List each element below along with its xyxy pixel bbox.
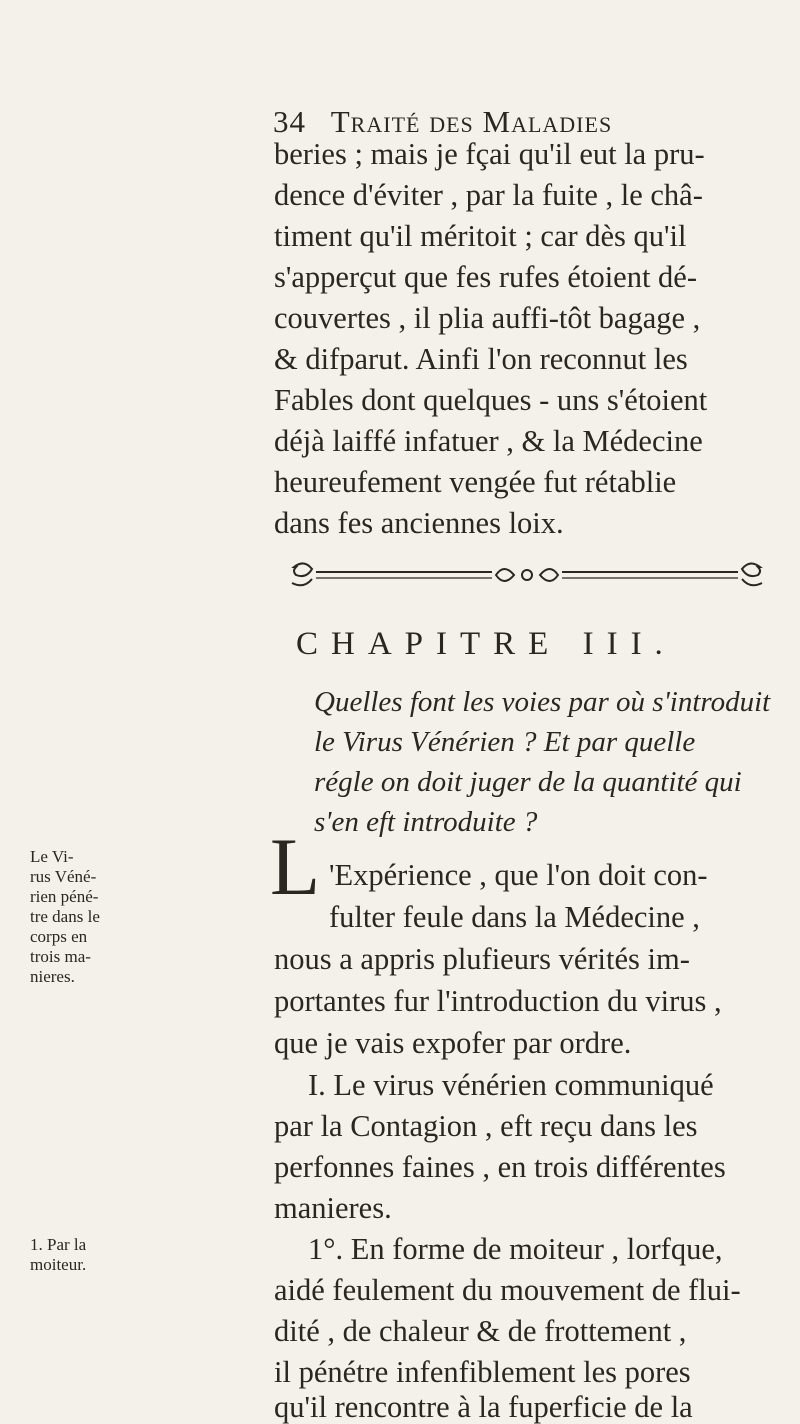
chapter-heading: CHAPITRE III. [296, 626, 676, 662]
text-line: qu'il rencontre à la fuperficie de la [274, 1390, 693, 1424]
text-line: s'apperçut que fes rufes étoient dé- [274, 260, 697, 294]
margin-note-line: tre dans le [30, 907, 100, 926]
text-line: 'Expérience , que l'on doit con- [329, 858, 708, 892]
text-line: déjà laiffé infatuer , & la Médecine [274, 424, 703, 458]
running-title: Traité des Maladies [330, 104, 613, 139]
subtitle-line: Quelles font les voies par où s'introduit [314, 686, 771, 718]
margin-note-line: rus Véné- [30, 867, 97, 886]
text-line: timent qu'il méritoit ; car dès qu'il [274, 219, 687, 253]
text-line: dité , de chaleur & de frottement , [274, 1314, 687, 1348]
margin-note-line: corps en [30, 927, 88, 946]
text-line: perfonnes faines , en trois différentes [274, 1150, 726, 1184]
margin-note-line: Le Vi- [30, 847, 74, 866]
text-line: par la Contagion , eft reçu dans les [274, 1109, 698, 1143]
text-line: heureufement vengée fut rétablie [274, 465, 677, 499]
running-head [273, 104, 612, 140]
drop-cap: L [270, 821, 321, 912]
text-line: portantes fur l'introduction du virus , [274, 984, 722, 1018]
margin-note-line: moiteur. [30, 1255, 87, 1274]
subtitle-line: le Virus Vénérien ? Et par quelle [314, 726, 696, 758]
text-line: & difparut. Ainfi l'on reconnut les [274, 342, 688, 376]
margin-note-line: trois ma- [30, 947, 91, 966]
text-line: I. Le virus vénérien communiqué [308, 1068, 714, 1102]
subtitle-line: régle on doit juger de la quantité qui [314, 766, 742, 798]
text-line: dans fes anciennes loix. [274, 506, 564, 540]
text-line: fulter feule dans la Médecine , [329, 900, 700, 934]
text-line: couvertes , il plia auffi-tôt bagage , [274, 301, 701, 335]
text-line: Fables dont quelques - uns s'étoient [274, 383, 708, 417]
text-line: nous a appris plufieurs vérités im- [274, 942, 690, 976]
text-line: 1°. En forme de moiteur , lorfque, [308, 1232, 723, 1266]
text-line: il pénétre infenfiblement les pores [274, 1355, 691, 1389]
text-line: aidé feulement du mouvement de flui- [274, 1273, 741, 1307]
text-line: que je vais expofer par ordre. [274, 1026, 632, 1060]
margin-note-line: 1. Par la [30, 1235, 87, 1254]
margin-note-line: nieres. [30, 967, 75, 986]
margin-note-line: rien péné- [30, 887, 99, 906]
ornament-divider [286, 557, 768, 593]
subtitle-line: s'en eft introduite ? [314, 806, 538, 838]
text-line: dence d'éviter , par la fuite , le châ- [274, 178, 703, 212]
text-line: manieres. [274, 1191, 392, 1225]
text-line: beries ; mais je fçai qu'il eut la pru- [274, 137, 705, 171]
page-number: 34 [273, 104, 306, 139]
